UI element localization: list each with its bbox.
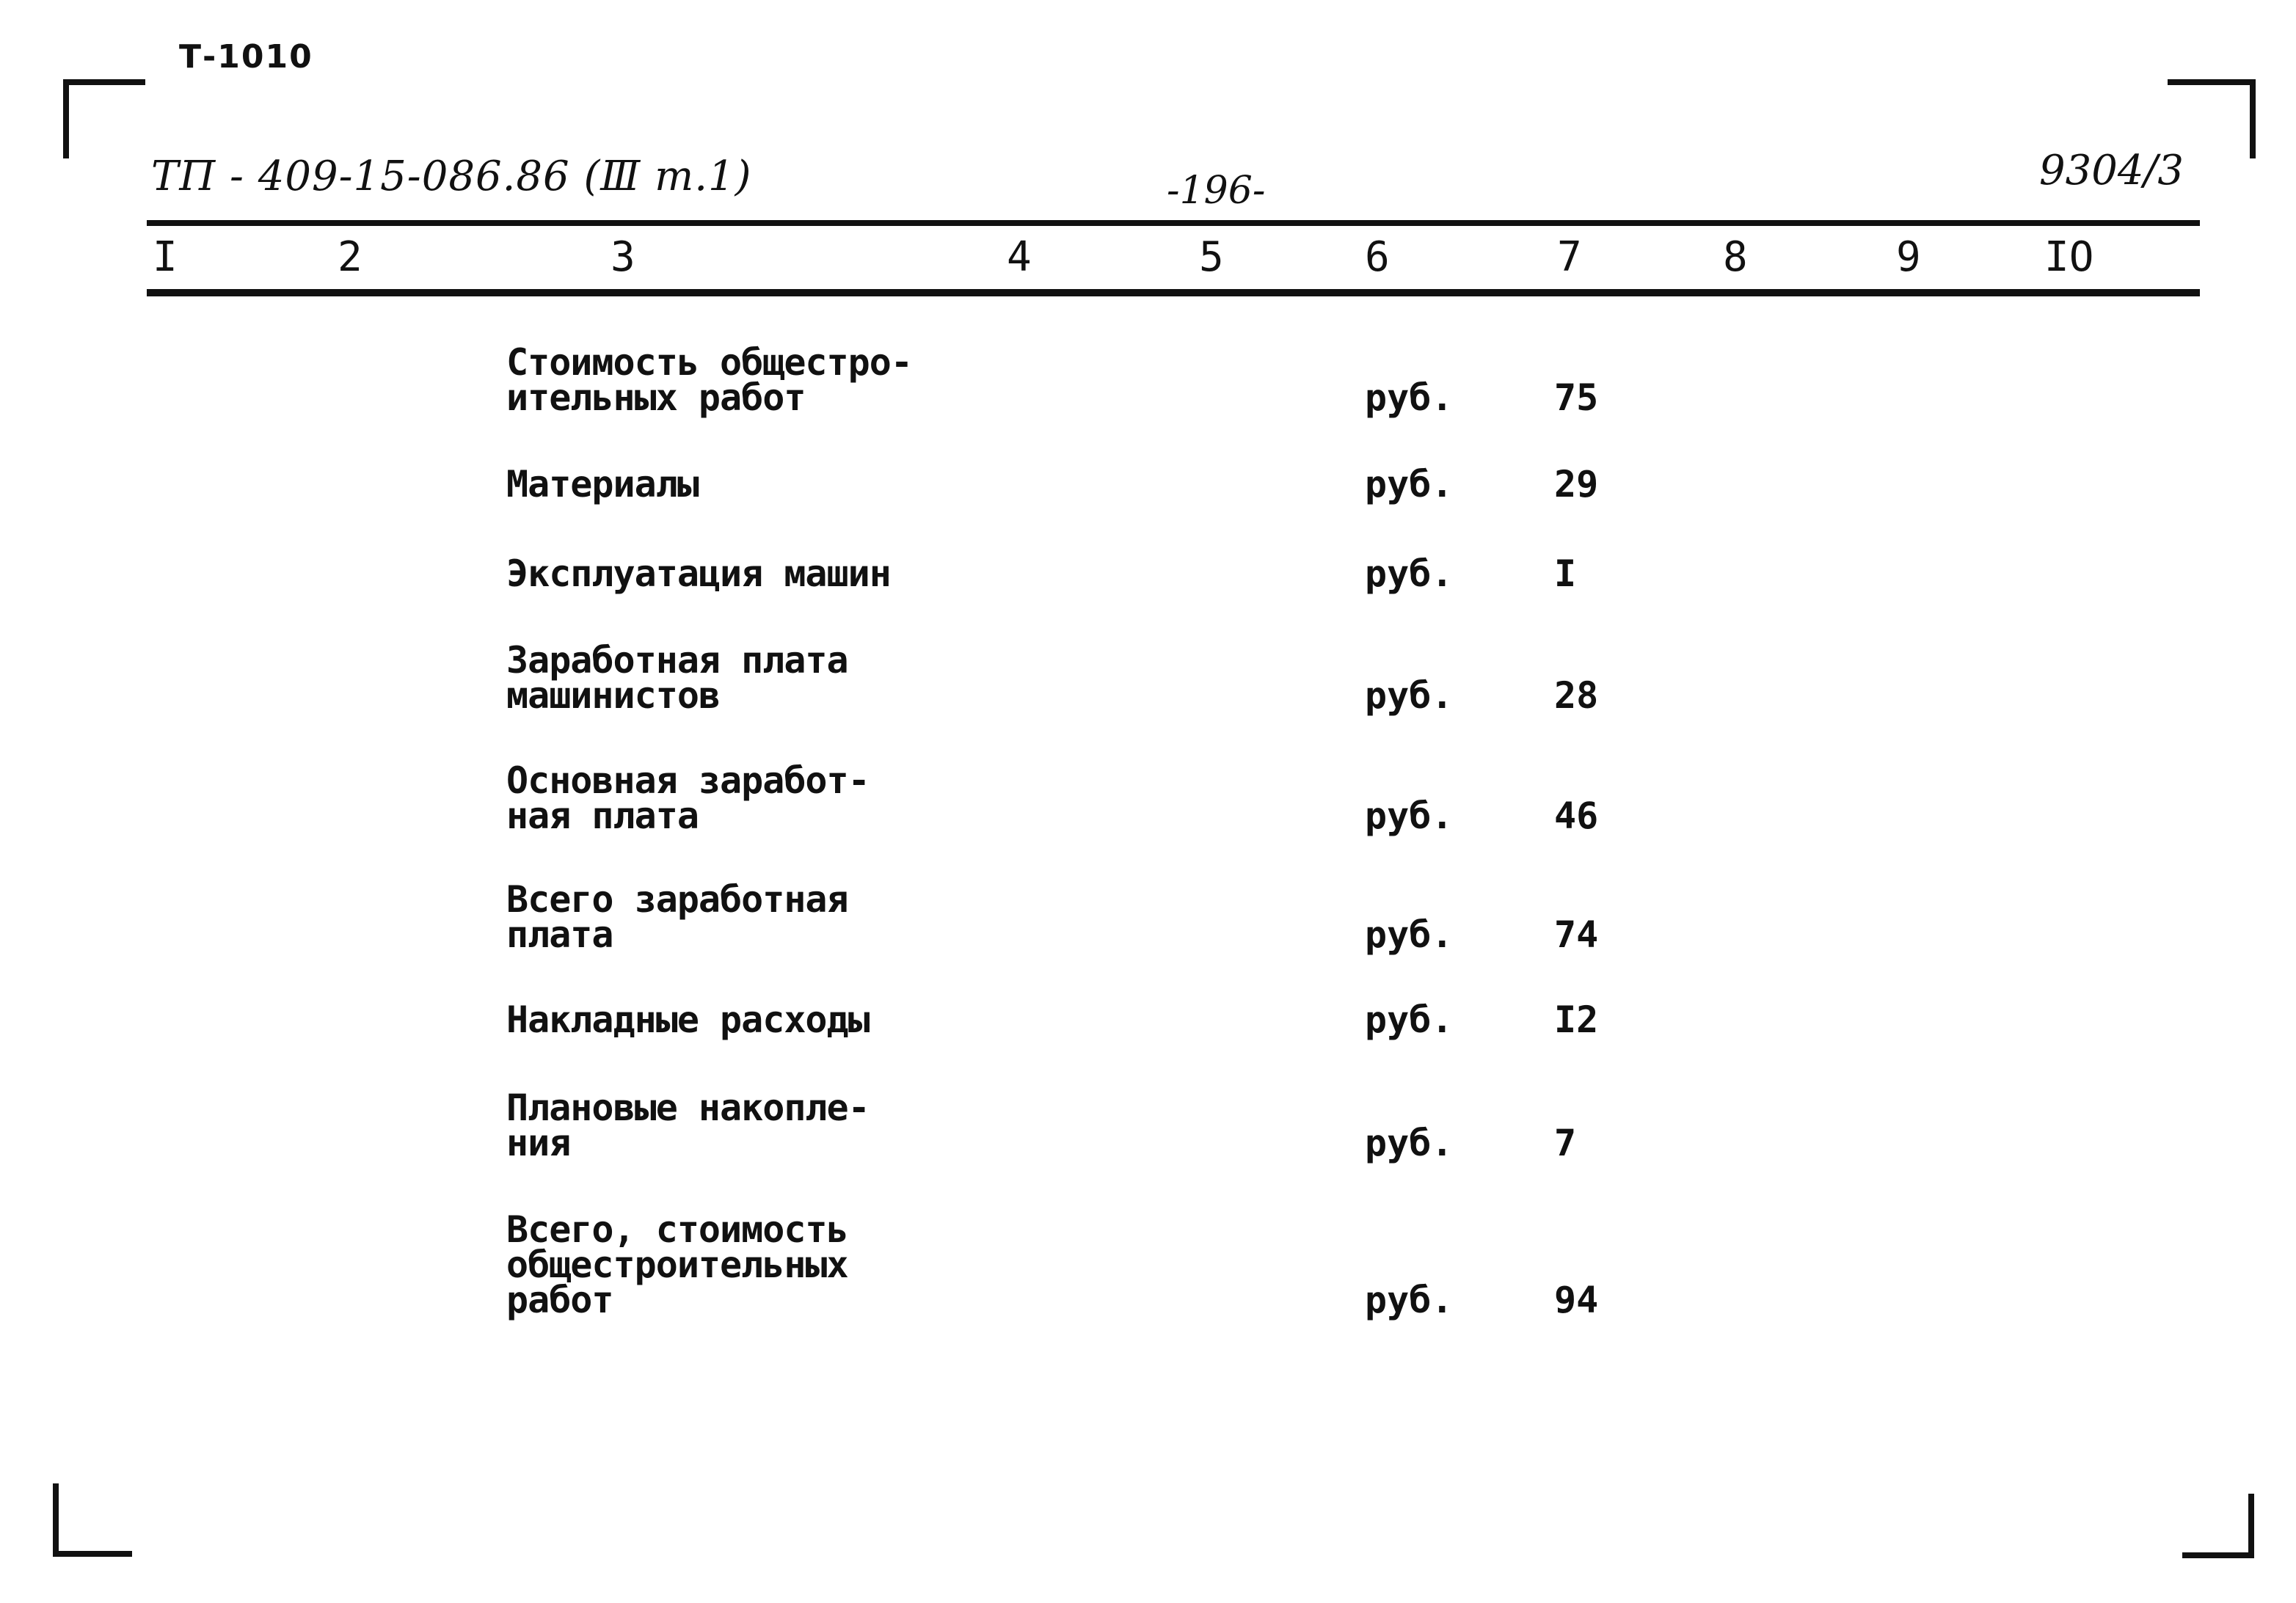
corner-mark-top-left (63, 79, 145, 158)
row-unit: руб. (1365, 376, 1454, 419)
corner-mark-bottom-right (2182, 1494, 2254, 1558)
row-unit: руб. (1365, 552, 1454, 595)
column-header-4: 4 (1007, 233, 1032, 281)
column-header-6: 6 (1365, 233, 1390, 281)
row-label-overhead-costs: Накладные расходы (506, 998, 870, 1041)
row-value: I (1554, 552, 1577, 595)
column-header-5: 5 (1199, 233, 1224, 281)
column-header-7: 7 (1557, 233, 1582, 281)
column-header-8: 8 (1723, 233, 1748, 281)
row-label-basic-wages: Основная заработ- ная плата (506, 759, 870, 837)
column-header-9: 9 (1896, 233, 1921, 281)
row-value: 28 (1554, 674, 1599, 717)
table-top-rule (147, 220, 2200, 226)
column-header-10: IO (2044, 233, 2094, 281)
row-unit: руб. (1365, 913, 1454, 956)
row-label-planned-savings: Плановые накопле- ния (506, 1087, 870, 1164)
row-label-machinist-wages: Заработная плата машинистов (506, 639, 848, 717)
row-unit: руб. (1365, 1122, 1454, 1164)
row-unit: руб. (1365, 1279, 1454, 1321)
column-header-2: 2 (338, 233, 362, 281)
row-value: I2 (1554, 998, 1599, 1041)
row-value: 7 (1554, 1122, 1577, 1164)
row-value: 75 (1554, 376, 1599, 419)
document-header (147, 136, 2201, 217)
row-value: 94 (1554, 1279, 1599, 1321)
row-value: 29 (1554, 463, 1599, 505)
document-code: Т-1010 (179, 38, 313, 76)
row-value: 74 (1554, 913, 1599, 956)
column-header-3: 3 (611, 233, 635, 281)
table-header-rule (147, 289, 2200, 296)
row-unit: руб. (1365, 795, 1454, 837)
document-number: 9304/3 (2038, 147, 2184, 194)
row-unit: руб. (1365, 674, 1454, 717)
row-value: 46 (1554, 795, 1599, 837)
row-unit: руб. (1365, 463, 1454, 505)
row-label-general-construction-cost: Стоимость общестро- ительных работ (506, 341, 912, 419)
page-number: -196- (1167, 169, 1266, 213)
row-label-materials: Материалы (506, 463, 699, 505)
row-unit: руб. (1365, 998, 1454, 1041)
row-label-machine-operation: Эксплуатация машин (506, 552, 891, 595)
corner-mark-bottom-left (53, 1483, 132, 1557)
row-label-total-construction-cost: Всего, стоимость общестроительных работ (506, 1208, 848, 1321)
row-label-total-wages: Всего заработная плата (506, 878, 848, 956)
column-header-1: I (153, 233, 178, 281)
project-code: ТП - 409-15-086.86 (Ⅲ т.1) (151, 153, 752, 200)
